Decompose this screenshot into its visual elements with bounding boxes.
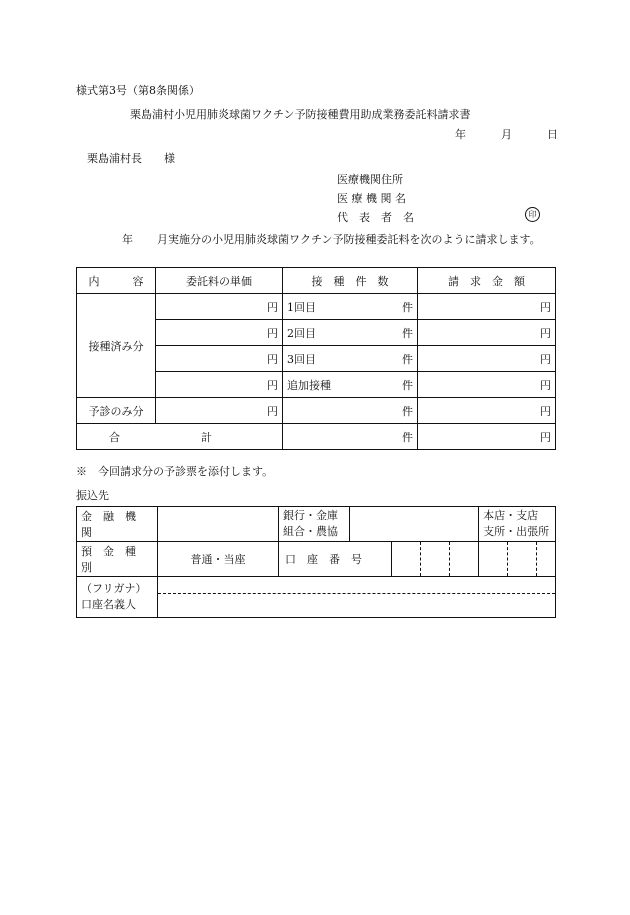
total-label-b: 計 — [201, 430, 212, 444]
holder-label — [77, 577, 158, 618]
deposit-type-label: 預 金 種 別 — [77, 542, 158, 577]
total-count-cell[interactable]: 件 — [283, 424, 418, 450]
unit-cell[interactable]: 円 — [156, 398, 283, 424]
issuer-address-label: 医療機関住所 — [337, 173, 403, 186]
bank-row-account — [77, 542, 556, 577]
date-month: 月 — [501, 128, 512, 141]
count-unit: 件 — [402, 378, 413, 392]
unit-cell[interactable]: 円 — [156, 346, 283, 372]
account-digit-2[interactable] — [421, 542, 450, 577]
header-unit-price: 委託料の単価 — [156, 268, 283, 294]
bank-types-line-1: 銀行・金庫 — [283, 509, 338, 522]
count-cell[interactable] — [283, 346, 418, 372]
total-label — [77, 424, 283, 450]
table-row-exam-only — [77, 398, 556, 424]
total-label-a: 合 — [109, 430, 120, 444]
form-number: 様式第3号（第8条関係） — [76, 84, 200, 97]
deposit-type-options[interactable]: 普通・当座 — [158, 542, 279, 577]
dose-label: 2回目 — [287, 326, 316, 340]
request-year: 年 — [122, 233, 133, 246]
issuer-rep-label: 代 表 者 名 — [337, 211, 414, 224]
account-number-label: 口 座 番 号 — [279, 542, 392, 577]
branch-types-line-1: 本店・支店 — [483, 509, 539, 522]
document-title: 栗島浦村小児用肺炎球菌ワクチン予防接種費用助成業務委託料請求書 — [130, 108, 471, 121]
transfer-heading: 振込先 — [76, 489, 109, 502]
count-unit: 件 — [402, 352, 413, 366]
account-digit-6[interactable] — [537, 542, 556, 577]
account-digit-4[interactable] — [479, 542, 508, 577]
holder-line[interactable] — [158, 594, 555, 617]
amount-cell[interactable]: 円 — [418, 398, 556, 424]
header-content: 内 容 — [77, 268, 156, 294]
date-line — [455, 126, 558, 142]
holder-name-cell[interactable] — [158, 577, 556, 618]
branch-types-line-2: 支所・出張所 — [483, 525, 550, 538]
count-cell[interactable] — [283, 320, 418, 346]
amount-cell[interactable]: 円 — [418, 372, 556, 398]
account-digit-1[interactable] — [392, 542, 421, 577]
dose-label: 1回目 — [287, 300, 316, 314]
fee-table — [76, 267, 556, 450]
account-digit-5[interactable] — [508, 542, 537, 577]
count-unit: 件 — [402, 300, 413, 314]
date-day: 日 — [547, 128, 558, 141]
holder-name-label: 口座名義人 — [81, 598, 136, 611]
fee-table-header — [77, 268, 556, 294]
request-statement — [76, 232, 556, 248]
header-amount: 請 求 金 額 — [418, 268, 556, 294]
exam-only-label: 予診のみ分 — [77, 398, 156, 424]
amount-cell[interactable]: 円 — [418, 320, 556, 346]
unit-cell[interactable]: 円 — [156, 294, 283, 320]
total-amount-cell[interactable]: 円 — [418, 424, 556, 450]
amount-cell[interactable]: 円 — [418, 294, 556, 320]
bank-row-institution — [77, 507, 556, 542]
count-cell[interactable] — [283, 372, 418, 398]
dose-label: 追加接種 — [287, 378, 331, 392]
seal-mark: 印 — [525, 207, 540, 222]
table-row-total — [77, 424, 556, 450]
request-text: 月実施分の小児用肺炎球菌ワクチン予防接種委託料を次のように請求します。 — [157, 233, 541, 246]
attachment-note: ※ 今回請求分の予診票を添付します。 — [76, 465, 274, 478]
unit-cell[interactable]: 円 — [156, 320, 283, 346]
addressee: 栗島浦村長 様 — [87, 152, 175, 165]
account-digit-3[interactable] — [450, 542, 479, 577]
count-unit: 件 — [402, 326, 413, 340]
kana-label: （フリガナ） — [81, 582, 147, 595]
institution-label: 金 融 機 関 — [77, 507, 158, 542]
branch-types — [479, 507, 556, 542]
group-label-vaccinated: 接種済み分 — [77, 294, 156, 398]
amount-cell[interactable]: 円 — [418, 346, 556, 372]
header-count: 接 種 件 数 — [283, 268, 418, 294]
institution-name-cell[interactable] — [158, 507, 279, 542]
date-year: 年 — [455, 128, 466, 141]
dose-label: 3回目 — [287, 352, 316, 366]
count-cell[interactable]: 件 — [283, 398, 418, 424]
count-cell[interactable] — [283, 294, 418, 320]
bank-row-holder — [77, 577, 556, 618]
kana-line[interactable] — [158, 577, 555, 594]
bank-table — [76, 506, 556, 618]
issuer-name-label: 医 療 機 関 名 — [337, 192, 406, 205]
bank-types-line-2: 組合・農協 — [283, 525, 338, 538]
bank-types — [279, 507, 350, 542]
table-row — [77, 294, 556, 320]
branch-name-cell[interactable] — [350, 507, 479, 542]
unit-cell[interactable]: 円 — [156, 372, 283, 398]
